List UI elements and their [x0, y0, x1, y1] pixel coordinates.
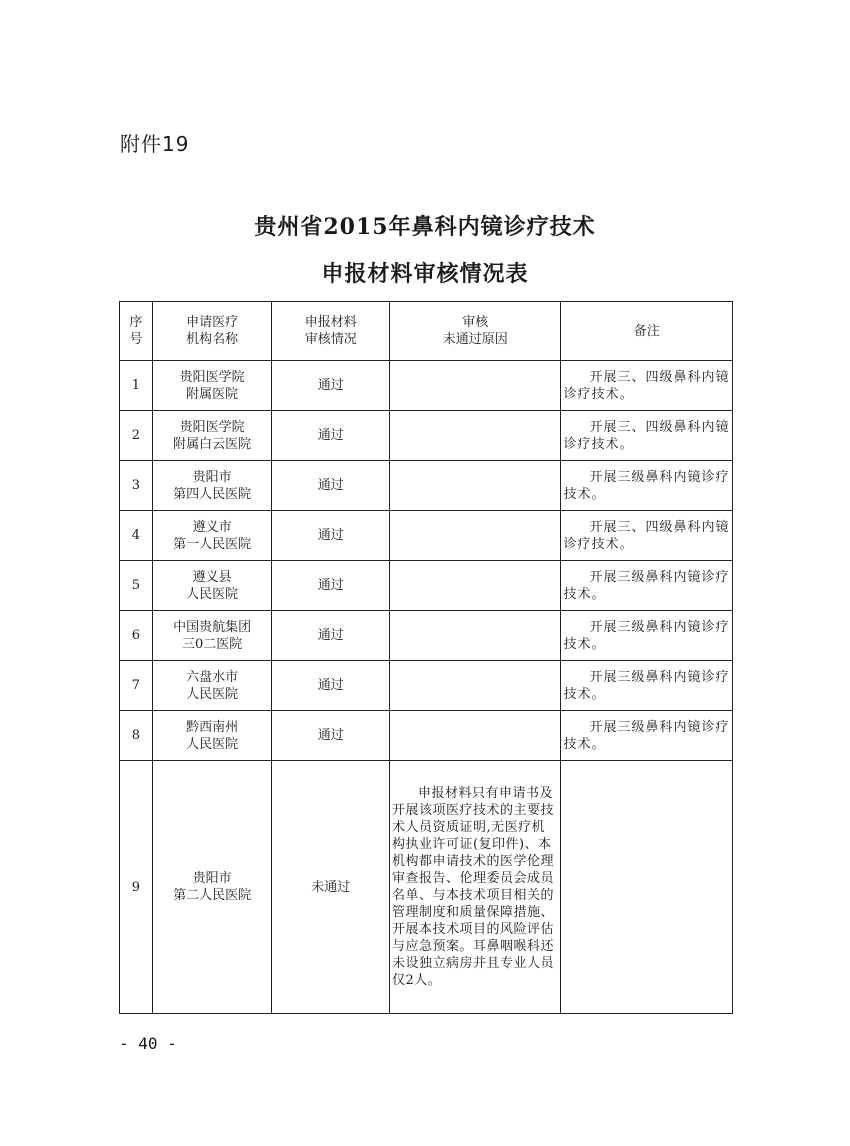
row-number: 4	[120, 511, 153, 561]
remark	[561, 761, 733, 1014]
fail-reason	[389, 361, 561, 411]
org-name: 黔西南州 人民医院	[152, 711, 272, 761]
review-status: 通过	[272, 461, 390, 511]
attachment-label: 附件19	[120, 132, 190, 156]
row-number: 2	[120, 411, 153, 461]
fail-reason	[389, 711, 561, 761]
row-number: 8	[120, 711, 153, 761]
org-name: 遵义市 第一人民医院	[152, 511, 272, 561]
org-name: 遵义县 人民医院	[152, 561, 272, 611]
fail-reason	[389, 611, 561, 661]
table-row	[120, 711, 733, 761]
header-no: 序号	[120, 302, 153, 361]
remark: 开展三、四级鼻科内镜诊疗技术。	[561, 511, 733, 561]
document-title: 贵州省2015年鼻科内镜诊疗技术	[254, 214, 596, 240]
fail-reason	[389, 511, 561, 561]
table-row	[120, 561, 733, 611]
table-row	[120, 611, 733, 661]
header-org: 申请医疗 机构名称	[152, 302, 272, 361]
org-name: 中国贵航集团 三0二医院	[152, 611, 272, 661]
review-status: 通过	[272, 711, 390, 761]
row-number: 1	[120, 361, 153, 411]
fail-reason	[389, 661, 561, 711]
header-reason: 审核 未通过原因	[389, 302, 561, 361]
review-status: 通过	[272, 361, 390, 411]
review-table	[119, 301, 733, 1014]
org-name: 贵阳医学院 附属白云医院	[152, 411, 272, 461]
page-number: - 40 -	[119, 1034, 177, 1053]
row-number: 6	[120, 611, 153, 661]
header-remark: 备注	[561, 302, 733, 361]
table-header-row	[120, 302, 733, 361]
remark: 开展三级鼻科内镜诊疗技术。	[561, 661, 733, 711]
remark: 开展三级鼻科内镜诊疗技术。	[561, 461, 733, 511]
review-status: 通过	[272, 561, 390, 611]
table-row	[120, 511, 733, 561]
org-name: 六盘水市 人民医院	[152, 661, 272, 711]
org-name: 贵阳市 第四人民医院	[152, 461, 272, 511]
table-row	[120, 361, 733, 411]
org-name: 贵阳市 第二人民医院	[152, 761, 272, 1014]
table-row	[120, 461, 733, 511]
fail-reason	[389, 561, 561, 611]
remark: 开展三、四级鼻科内镜诊疗技术。	[561, 361, 733, 411]
header-status: 申报材料 审核情况	[272, 302, 390, 361]
review-status: 通过	[272, 661, 390, 711]
table-row	[120, 661, 733, 711]
review-status: 未通过	[272, 761, 390, 1014]
review-status: 通过	[272, 611, 390, 661]
fail-reason: 申报材料只有申请书及开展该项医疗技术的主要技术人员资质证明,无医疗机构执业许可证(复印件)、本机构都申请技术的医学伦理审查报告、伦理委员会成员名单、与本技术项目相关的管理制度和质量保障措施、开展本技术项目的风险评估与应急预案。耳鼻咽喉科还未设独立病房并且专业人员仅2人。	[389, 761, 561, 1014]
remark: 开展三级鼻科内镜诊疗技术。	[561, 611, 733, 661]
fail-reason	[389, 461, 561, 511]
org-name: 贵阳医学院 附属医院	[152, 361, 272, 411]
remark: 开展三级鼻科内镜诊疗技术。	[561, 711, 733, 761]
remark: 开展三级鼻科内镜诊疗技术。	[561, 561, 733, 611]
document-subtitle: 申报材料审核情况表	[321, 261, 529, 287]
fail-reason	[389, 411, 561, 461]
row-number: 9	[120, 761, 153, 1014]
remark: 开展三、四级鼻科内镜诊疗技术。	[561, 411, 733, 461]
table-row	[120, 761, 733, 1014]
row-number: 3	[120, 461, 153, 511]
review-status: 通过	[272, 411, 390, 461]
review-status: 通过	[272, 511, 390, 561]
row-number: 7	[120, 661, 153, 711]
table-row	[120, 411, 733, 461]
row-number: 5	[120, 561, 153, 611]
